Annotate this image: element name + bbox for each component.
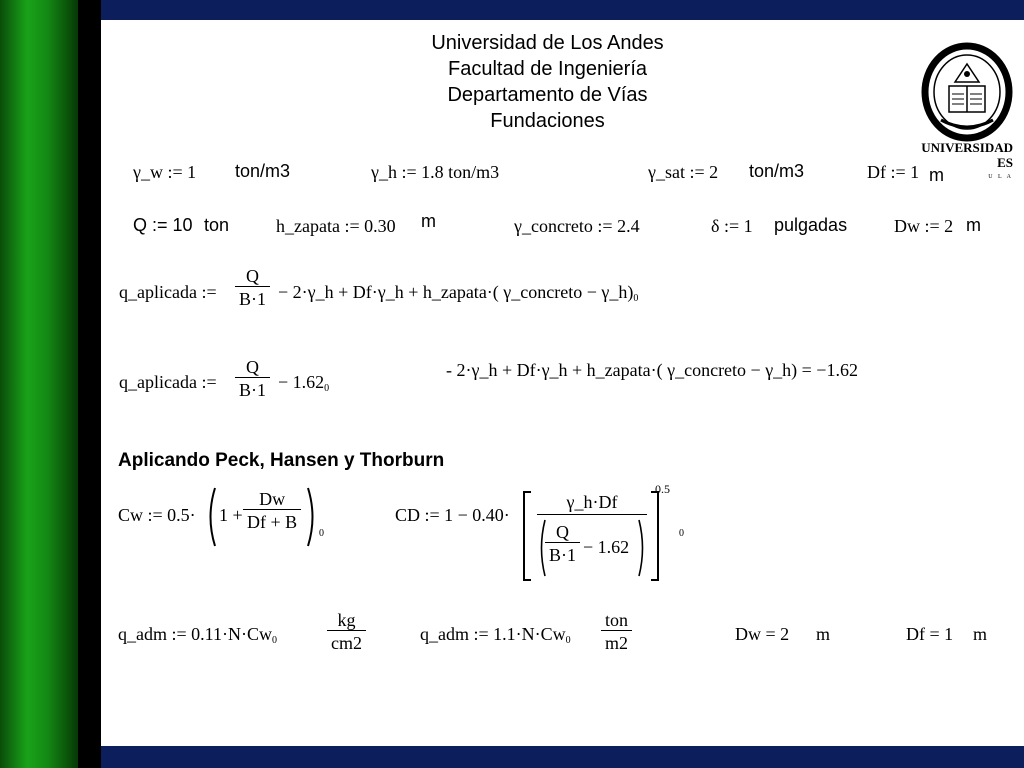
qadm1-unit <box>327 610 366 653</box>
eq2-den: B·1 <box>235 377 270 400</box>
header-line-department: Departamento de Vías <box>447 84 648 106</box>
eq1-rest-text: − 2·γ_h + Df·γ_h + h_zapata·( γ_concreto − γ_h) <box>278 282 634 302</box>
qadm2-lhs <box>420 624 571 646</box>
delta-unit: pulgadas <box>774 215 848 235</box>
qadm1-lhs <box>118 624 277 646</box>
eq1-rest <box>278 282 638 304</box>
logo-small: U L A <box>988 174 1013 180</box>
qadm1-unit-den: cm2 <box>327 630 366 653</box>
cw-right-paren <box>306 486 318 548</box>
h-zapata-def: h_zapata := 0.30 <box>276 216 396 236</box>
dw-result: Dw = 2 <box>735 624 790 644</box>
gamma-concreto-def: γ_concreto := 2.4 <box>514 216 640 236</box>
cd-fraction-bar <box>537 514 647 515</box>
cw-fraction <box>243 489 301 532</box>
cd-lhs: CD := 1 − 0.40· <box>395 505 510 525</box>
section-heading: Aplicando Peck, Hansen y Thorburn <box>118 450 445 471</box>
qadm2-unit-den: m2 <box>601 630 632 653</box>
dw-def: Dw := 2 <box>894 216 954 236</box>
eq1-num: Q <box>246 266 259 286</box>
eq1-sub: 0 <box>633 293 639 304</box>
eq2-rest-text: − 1.62 <box>278 372 325 392</box>
header-line-course: Fundaciones <box>490 110 605 132</box>
dw-unit: m <box>966 215 981 235</box>
cw-sub-wrap <box>319 517 324 539</box>
cd-left-bracket <box>521 490 533 582</box>
cd-exponent: 0.5 <box>655 482 670 496</box>
eq2-sub: 0 <box>324 383 330 394</box>
q-unit: ton <box>204 215 230 235</box>
cd-inner-num: Q <box>556 522 569 542</box>
left-black-bar <box>78 0 101 768</box>
q-def: Q := 10 <box>133 215 193 235</box>
header-line-faculty: Facultad de Ingeniería <box>447 58 648 80</box>
cd-num: γ_h·Df <box>566 492 618 512</box>
qadm2-text: q_adm := 1.1·N·Cw <box>420 624 566 644</box>
cw-lhs: Cw := 0.5· <box>118 505 196 525</box>
eq2-num: Q <box>246 357 259 377</box>
gamma-h-def: γ_h := 1.8 ton/m3 <box>371 162 500 182</box>
slide-content <box>101 20 1024 746</box>
qadm2-unit <box>601 610 632 653</box>
logo-name: UNIVERSIDAD <box>921 140 1013 155</box>
bottom-band <box>101 746 1024 768</box>
eq2-side-result: - 2·γ_h + Df·γ_h + h_zapata·( γ_concreto − γ_h) = −1.62 <box>446 360 858 380</box>
df-result: Df = 1 <box>906 624 954 644</box>
cd-fraction <box>537 492 647 512</box>
eq1-lhs: q_aplicada := <box>119 282 217 302</box>
qadm2-unit-num: ton <box>605 610 629 630</box>
qadm1-text: q_adm := 0.11·N·Cw <box>118 624 272 644</box>
header-line-university: Universidad de Los Andes <box>431 32 664 54</box>
df-def: Df := 1 <box>867 162 920 182</box>
logo-name-2: ES <box>997 155 1013 170</box>
gamma-w-unit: ton/m3 <box>235 161 291 181</box>
eq2-lhs: q_aplicada := <box>119 372 217 392</box>
df-result-unit: m <box>973 624 988 644</box>
qadm1-sub: 0 <box>271 635 277 646</box>
cd-sub-wrap <box>679 517 684 539</box>
gamma-sat-def: γ_sat := 2 <box>648 162 719 182</box>
eq1-fraction <box>235 266 270 309</box>
cd-inner-rest: − 1.62 <box>583 537 630 557</box>
delta-def: δ := 1 <box>711 216 753 236</box>
eq2-rest <box>278 372 329 394</box>
cw-sub: 0 <box>319 528 324 539</box>
slide-header <box>101 30 994 134</box>
eq2-fraction <box>235 357 270 400</box>
qadm2-sub: 0 <box>565 635 571 646</box>
qadm1-unit-num: kg <box>337 610 356 630</box>
df-unit: m <box>929 165 944 185</box>
cw-left-paren <box>205 486 217 548</box>
gamma-sat-unit: ton/m3 <box>749 161 805 181</box>
cd-sub: 0 <box>679 528 684 539</box>
cw-den: Df + B <box>243 509 301 532</box>
cw-one-plus: 1 + <box>219 505 243 525</box>
cd-inner-right-paren <box>637 518 647 578</box>
h-zapata-unit: m <box>421 211 436 231</box>
eq1-den: B·1 <box>235 286 270 309</box>
cw-num: Dw <box>259 489 286 509</box>
cd-inner-fraction <box>545 522 580 565</box>
cd-inner-den: B·1 <box>545 542 580 565</box>
gamma-w-def: γ_w := 1 <box>133 162 197 182</box>
dw-result-unit: m <box>816 624 831 644</box>
left-green-bar <box>0 0 78 768</box>
top-band <box>101 0 1024 20</box>
cd-right-bracket <box>649 490 661 582</box>
